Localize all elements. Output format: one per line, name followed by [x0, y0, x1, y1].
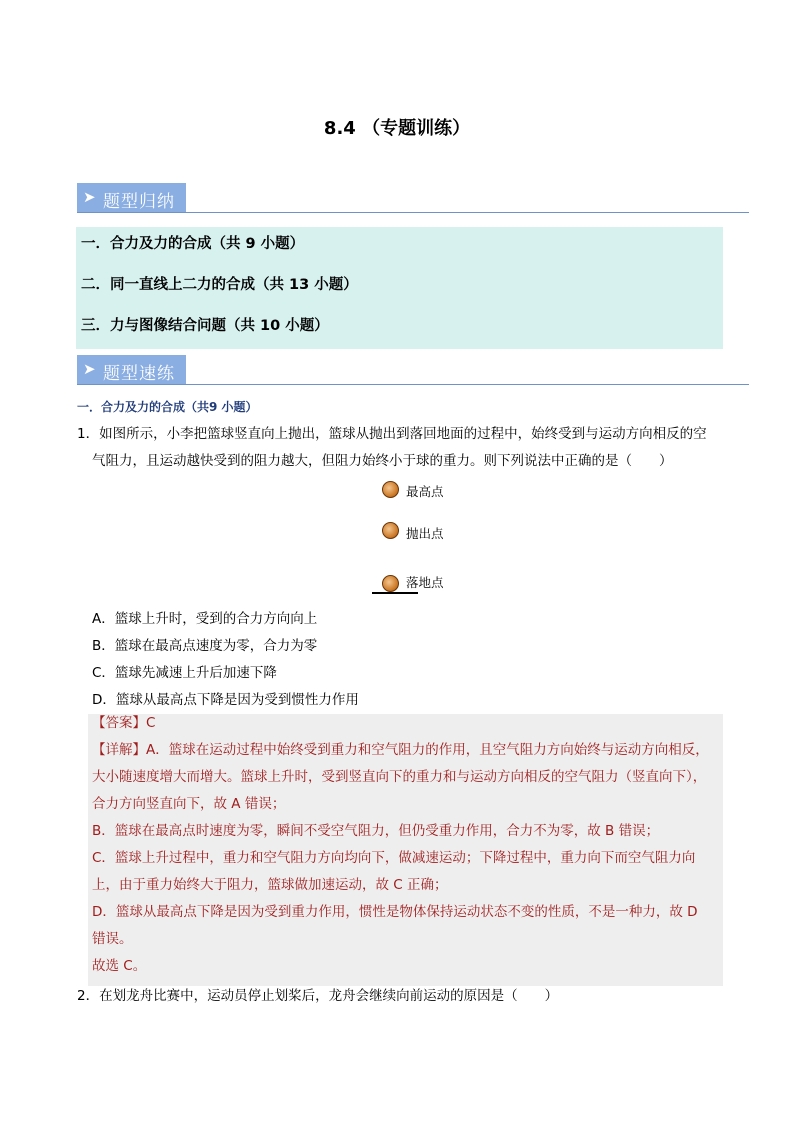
summary-item: 二．同一直线上二力的合成（共 13 小题） — [81, 277, 358, 293]
answer-line: 错误。 — [92, 931, 133, 947]
figure-label-top: 最高点 — [406, 484, 444, 499]
question-1-line: 1．如图所示，小李把篮球竖直向上抛出，篮球从抛出到落回地面的过程中，始终受到与运动方向相反的空 — [77, 426, 707, 442]
divider — [77, 212, 749, 213]
answer-line: C．篮球上升过程中，重力和空气阻力方向均向下，做减速运动；下降过程中，重力向下而空气阻力向 — [92, 850, 696, 866]
answer-line: 上，由于重力始终大于阻力，篮球做加速运动，故 C 正确； — [92, 877, 448, 893]
option-d: D．篮球从最高点下降是因为受到惯性力作用 — [92, 692, 359, 708]
banner-tab — [77, 183, 186, 213]
question-2: 2．在划龙舟比赛中，运动员停止划桨后，龙舟会继续向前运动的原因是（ ） — [77, 988, 559, 1004]
arrow-icon: ➤ — [83, 360, 96, 378]
answer-line: D．篮球从最高点下降是因为受到重力作用，惯性是物体保持运动状态不变的性质，不是一种力，故 D — [92, 904, 698, 920]
section-heading: 一．合力及力的合成（共9 小题） — [77, 400, 258, 414]
answer-box — [88, 714, 723, 986]
basketball-icon — [382, 481, 399, 498]
summary-box — [76, 227, 723, 349]
banner-label: 题型归纳 — [103, 192, 175, 212]
summary-item: 三．力与图像结合问题（共 10 小题） — [81, 318, 329, 334]
option-a: A．篮球上升时，受到的合力方向向上 — [92, 611, 318, 627]
answer-line: 【答案】C — [92, 715, 156, 731]
banner-label: 题型速练 — [103, 364, 175, 384]
summary-item: 一．合力及力的合成（共 9 小题） — [81, 236, 305, 252]
ground-line — [372, 592, 418, 594]
basketball-icon — [382, 575, 399, 592]
question-1-line: 气阻力，且运动越快受到的阻力越大，但阻力始终小于球的重力。则下列说法中正确的是（ ） — [92, 453, 673, 469]
basketball-icon — [382, 522, 399, 539]
figure-label-mid: 抛出点 — [406, 526, 444, 541]
basketball-figure — [370, 478, 490, 598]
banner-tab — [77, 355, 186, 385]
answer-line: 【详解】A．篮球在运动过程中始终受到重力和空气阻力的作用，且空气阻力方向始终与运动方向相反， — [92, 742, 709, 758]
answer-line: B．篮球在最高点时速度为零，瞬间不受空气阻力，但仍受重力作用，合力不为零，故 B 错误； — [92, 823, 660, 839]
option-b: B．篮球在最高点速度为零，合力为零 — [92, 638, 318, 654]
answer-line: 合力方向竖直向下，故 A 错误； — [92, 796, 286, 812]
answer-line: 大小随速度增大而增大。篮球上升时，受到竖直向下的重力和与运动方向相反的空气阻力（竖直向下）， — [92, 769, 707, 785]
banner-practice — [77, 355, 749, 385]
figure-label-bottom: 落地点 — [406, 575, 444, 590]
answer-line: 故选 C。 — [92, 958, 147, 974]
banner-summary — [77, 183, 749, 213]
option-c: C．篮球先减速上升后加速下降 — [92, 665, 277, 681]
divider — [77, 384, 749, 385]
page-title: 8.4 （专题训练） — [323, 118, 471, 139]
arrow-icon: ➤ — [83, 188, 96, 206]
